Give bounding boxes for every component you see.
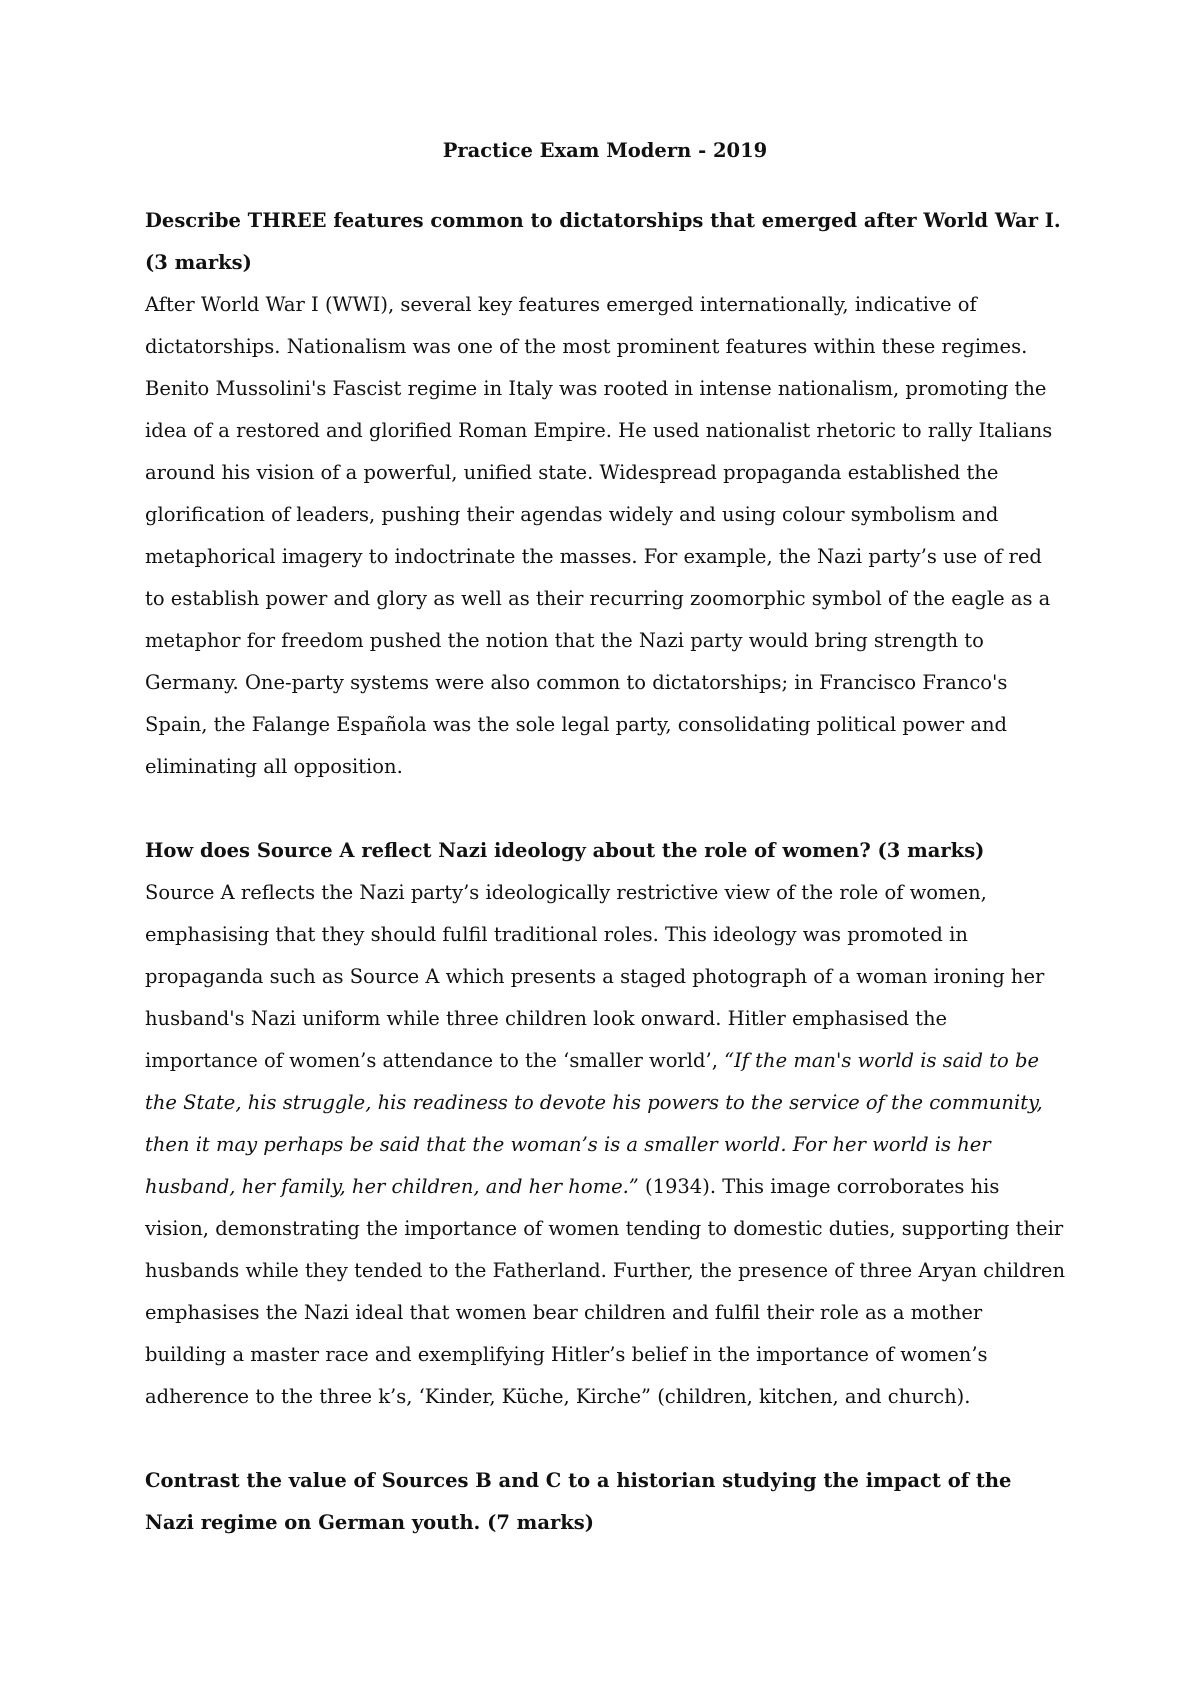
section-spacer — [145, 1418, 1065, 1460]
answer-text-after-quote: (1934). This image corroborates his vision, demonstrating the importance of women tending to domestic duties, supporting their husbands while they tended to the Fatherland. Further, the presence of three Aryan children emphasises the Nazi ideal that women bear children and fulfil their role as a mother building a master race and exemplifying Hitler’s belief in the importance of women’s adherence to the three k’s, ‘Kinder, Küche, Kirche” (children, kitchen, and church). — [145, 1175, 1066, 1408]
document-title: Practice Exam Modern - 2019 — [442, 139, 768, 162]
hitler-quote: “If the man's world is said to be the State, his struggle, his readiness to devote his powers to the service of the community, then it may perhaps be said that the woman’s is a smaller world. For her world is her husband, her family, her children, and her home.” — [145, 1049, 1043, 1198]
question-heading: Describe THREE features common to dictatorships that emerged after World War I. (3 marks) — [145, 209, 1061, 274]
answer-text-before-quote: Source A reflects the Nazi party’s ideologically restrictive view of the role of women, emphasising that they should fulfil traditional roles. This ideology was promoted in propaganda such as Source A which presents a staged photograph of a woman ironing her husband's Nazi uniform while three children look onward. Hitler emphasised the importance of women’s attendance to the ‘smaller world’, — [145, 881, 1045, 1072]
question-heading: Contrast the value of Sources B and C to a historian studying the impact of the Nazi regime on German youth. (7 marks) — [145, 1469, 1012, 1534]
answer-paragraph — [145, 872, 1065, 1418]
question-section-2 — [145, 830, 1065, 1418]
question-section-1 — [145, 200, 1065, 788]
question-heading: How does Source A reflect Nazi ideology about the role of women? (3 marks) — [145, 839, 985, 862]
question-section-3 — [145, 1460, 1065, 1544]
answer-paragraph: After World War I (WWI), several key features emerged internationally, indicative of dictatorships. Nationalism was one of the most prominent features within these regimes. Benito Mussolini's Fascist regime in Italy was rooted in intense nationalism, promoting the idea of a restored and glorified Roman Empire. He used nationalist rhetoric to rally Italians around his vision of a powerful, unified state. Widespread propaganda established the glorification of leaders, pushing their agendas widely and using colour symbolism and metaphorical imagery to indoctrinate the masses. For example, the Nazi party’s use of red to establish power and glory as well as their recurring zoomorphic symbol of the eagle as a metaphor for freedom pushed the notion that the Nazi party would bring strength to Germany. One-party systems were also common to dictatorships; in Francisco Franco's Spain, the Falange Española was the sole legal party, consolidating political power and eliminating all opposition. — [145, 293, 1053, 778]
section-spacer — [145, 788, 1065, 830]
document-page — [145, 130, 1065, 1544]
